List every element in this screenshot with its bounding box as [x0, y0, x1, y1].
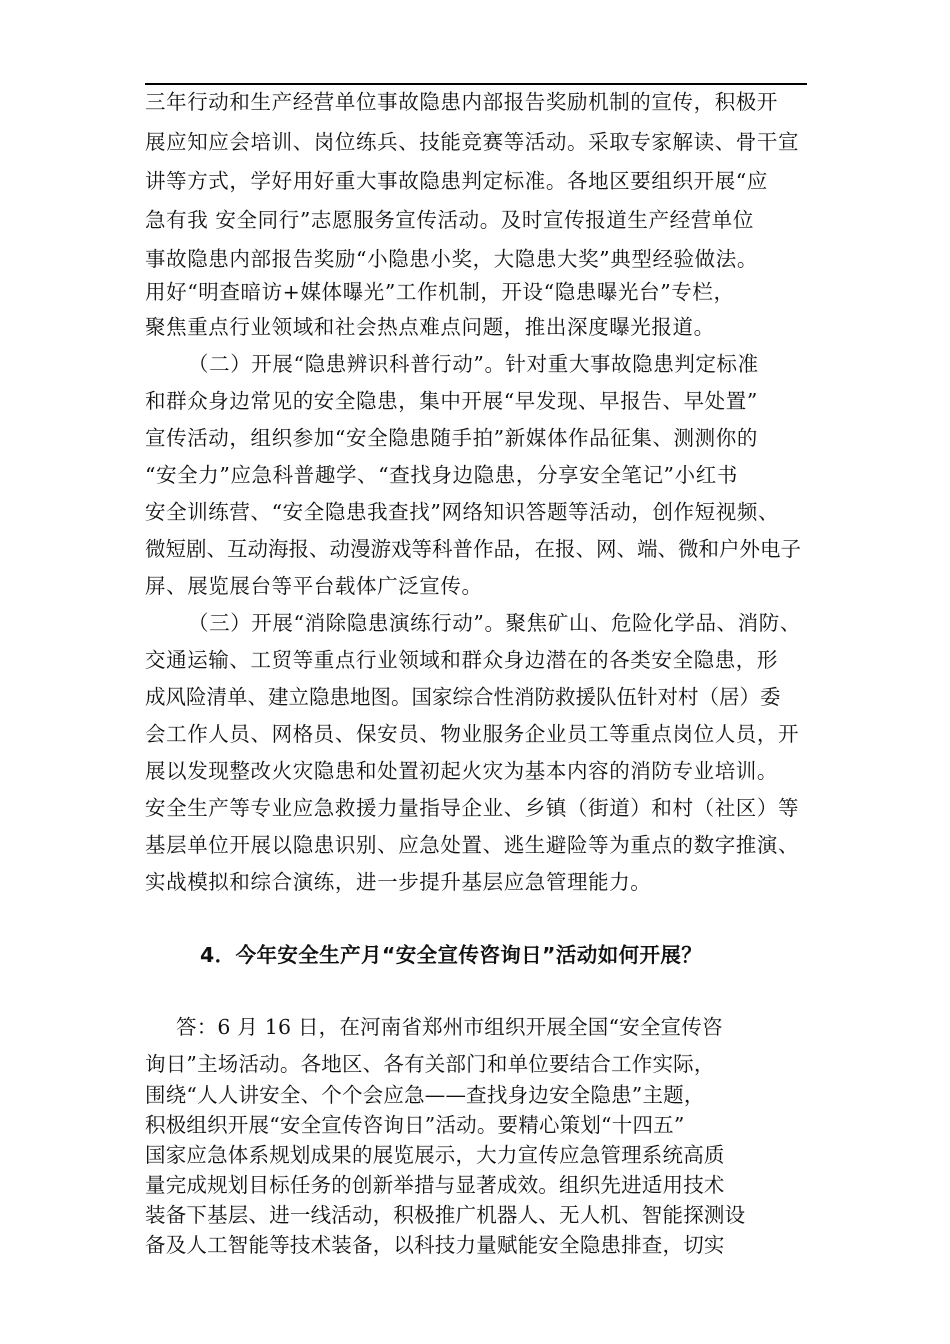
text-line: 量完成规划目标任务的创新举措与显著成效。组织先进适用技术 [145, 1173, 725, 1197]
text-line: 询日”主场活动。各地区、各有关部门和单位要结合工作实际， [145, 1052, 715, 1076]
text-line: 答：6 月 16 日，在河南省郑州市组织开展全国“安全宣传咨 [176, 1015, 723, 1039]
text-line: （二）开展“隐患辨识科普行动”。针对重大事故隐患判定标准 [188, 352, 759, 376]
text-line: 和群众身边常见的安全隐患，集中开展“早发现、早报告、早处置” [145, 389, 758, 413]
text-line: 展应知应会培训、岗位练兵、技能竞赛等活动。采取专家解读、骨干宣 [145, 130, 800, 154]
text-line: 屏、展览展台等平台载体广泛宣传。 [145, 574, 483, 598]
text-line: 用好“明查暗访+媒体曝光”工作机制，开设“隐患曝光台”专栏， [145, 280, 735, 304]
top-rule [145, 83, 807, 85]
text-line: 会工作人员、网格员、保安员、物业服务企业员工等重点岗位人员，开 [145, 722, 800, 746]
text-line: 展以发现整改火灾隐患和处置初起火灾为基本内容的消防专业培训。 [145, 759, 778, 783]
text-line: 装备下基层、进一线活动，积极推广机器人、无人机、智能探测设 [145, 1203, 746, 1227]
text-line: 备及人工智能等技术装备，以科技力量赋能安全隐患排查，切实 [145, 1233, 725, 1257]
text-line: 三年行动和生产经营单位事故隐患内部报告奖励机制的宣传，积极开 [145, 90, 778, 114]
text-line: 宣传活动，组织参加“安全隐患随手拍”新媒体作品征集、测测你的 [145, 426, 758, 450]
text-line: 基层单位开展以隐患识别、应急处置、逃生避险等为重点的数字推演、 [145, 833, 800, 857]
text-line: 安全生产等专业应急救援力量指导企业、乡镇（街道）和村（社区）等 [145, 796, 800, 820]
text-line: 讲等方式，学好用好重大事故隐患判定标准。各地区要组织开展“应 [145, 169, 768, 193]
text-line: 聚焦重点行业领域和社会热点难点问题，推出深度曝光报道。 [145, 315, 715, 339]
text-line: 微短剧、互动海报、动漫游戏等科普作品，在报、网、端、微和户外电子 [145, 537, 801, 561]
text-line: 国家应急体系规划成果的展览展示，大力宣传应急管理系统高质 [145, 1143, 725, 1167]
text-line: 急有我 安全同行”志愿服务宣传活动。及时宣传报道生产经营单位 [145, 208, 754, 232]
text-line: 积极组织开展“安全宣传咨询日”活动。要精心策划“十四五” [145, 1113, 685, 1137]
text-line: 安全训练营、“安全隐患我查找”网络知识答题等活动，创作短视频、 [145, 500, 780, 524]
text-line: 事故隐患内部报告奖励“小隐患小奖，大隐患大奖”典型经验做法。 [145, 247, 758, 271]
section-heading: 4．今年安全生产月“安全宣传咨询日”活动如何开展？ [200, 943, 703, 967]
text-line: 实战模拟和综合演练，进一步提升基层应急管理能力。 [145, 870, 652, 894]
text-line: 围绕“人人讲安全、个个会应急——查找身边安全隐患”主题， [145, 1083, 705, 1107]
text-line: 成风险清单、建立隐患地图。国家综合性消防救援队伍针对村（居）委 [145, 685, 781, 709]
text-line: （三）开展“消除隐患演练行动”。聚焦矿山、危险化学品、消防、 [188, 611, 801, 635]
text-line: “安全力”应急科普趣学、“查找身边隐患，分享安全笔记”小红书 [145, 463, 738, 487]
text-line: 交通运输、工贸等重点行业领域和群众身边潜在的各类安全隐患，形 [145, 648, 778, 672]
